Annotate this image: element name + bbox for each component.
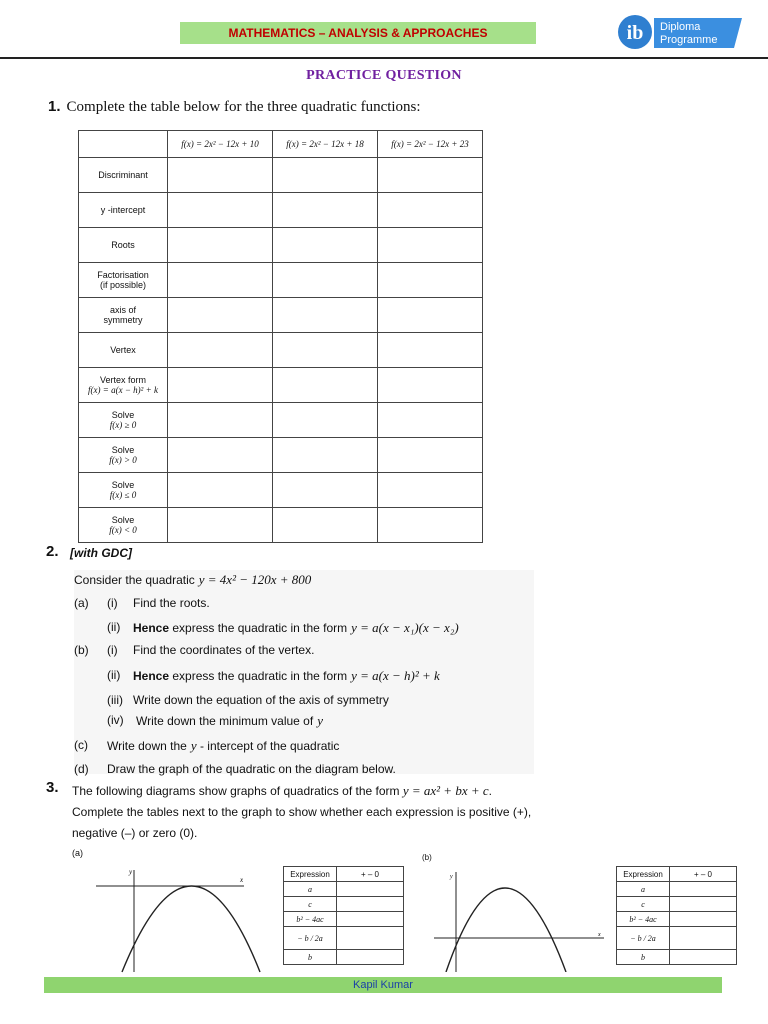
expr-table-b-header-cell: Expression — [617, 867, 670, 882]
q2-c-post: - intercept of the quadratic — [199, 739, 340, 753]
q1-row-label-line2: f(x) > 0 — [109, 455, 137, 465]
q2-b-ii-body — [133, 668, 440, 684]
q3-line2: Complete the tables next to the graph to show whether each expression is positive (+), — [72, 805, 532, 819]
expr-table-a-header-row — [284, 867, 404, 882]
expr-table-b-header-row — [617, 867, 737, 882]
q1-table-row — [79, 263, 483, 298]
q2-b-ii-label: (ii) — [107, 668, 121, 682]
diagram-a-label: (a) — [72, 848, 83, 858]
q1-row-label-line2: (if possible) — [99, 280, 146, 290]
q2-b-i-label: (i) — [107, 643, 118, 657]
q1-answer-cell[interactable] — [378, 403, 483, 438]
expr-table-b-row — [617, 897, 737, 912]
q1-row-label-line1: Discriminant — [98, 170, 148, 180]
q1-answer-cell[interactable] — [378, 438, 483, 473]
footer-author: Kapil Kumar — [44, 977, 722, 993]
q2-d-text: Draw the graph of the quadratic on the diagram below. — [107, 762, 396, 776]
q2-c-label: (c) — [74, 738, 88, 752]
q2-b-iv-text: Write down the minimum value of — [136, 714, 314, 728]
q1-table-row — [79, 473, 483, 508]
q1-answer-cell[interactable] — [273, 298, 378, 333]
graph-a-x-label: x — [240, 876, 244, 884]
logo-line1: Diploma — [660, 21, 701, 33]
q1-answer-cell[interactable] — [378, 263, 483, 298]
q1-row-label-line1: Solve — [111, 480, 135, 490]
q1-row-label-line1: axis of — [109, 305, 136, 315]
expr-table-a-row — [284, 927, 404, 950]
q1-table — [78, 130, 483, 543]
q1-table-row — [79, 508, 483, 543]
q2-b-i-text: Find the coordinates of the vertex. — [133, 643, 315, 657]
expr-table-b-expression: c — [617, 897, 670, 912]
expression-table-b — [616, 866, 737, 965]
q1-row-label-line2: f(x) ≤ 0 — [109, 490, 137, 500]
q1-row-label-line2: f(x) = a(x − h)² + k — [88, 385, 158, 395]
q1-row-label — [79, 263, 168, 298]
q2-intro-math: y = 4x² − 120x + 800 — [198, 572, 312, 587]
expr-table-a-header-cell: + – 0 — [337, 867, 404, 882]
q2-a-label: (a) — [74, 596, 89, 610]
q1-row-label-line1: Factorisation — [97, 270, 149, 280]
expr-table-a-sign-cell[interactable] — [337, 912, 404, 927]
q1-row-label — [79, 508, 168, 543]
q1-col-header: f(x) = 2x² − 12x + 23 — [378, 131, 483, 158]
q2-b-iv-math: y — [317, 713, 323, 728]
q1-answer-cell[interactable] — [273, 368, 378, 403]
graph-a — [92, 862, 262, 974]
q1-row-label-line2: symmetry — [103, 315, 143, 325]
q1-col-header: f(x) = 2x² − 12x + 18 — [273, 131, 378, 158]
q1-answer-cell[interactable] — [168, 298, 273, 333]
diagram-b-label: (b) — [422, 853, 432, 862]
q1-row-label — [79, 368, 168, 403]
q2-c — [74, 738, 340, 753]
q1-table-row — [79, 193, 483, 228]
expr-table-b-sign-cell[interactable] — [670, 927, 737, 950]
q1-answer-cell[interactable] — [168, 193, 273, 228]
q1-col-header: f(x) = 2x² − 12x + 10 — [168, 131, 273, 158]
q2-b-label: (b) — [74, 643, 89, 657]
graph-a-curve — [122, 886, 260, 972]
q1-answer-cell[interactable] — [273, 158, 378, 193]
q1-row-label-line1: Vertex — [110, 345, 136, 355]
q2-c-pre: Write down the — [107, 739, 187, 753]
q1-answer-cell[interactable] — [168, 403, 273, 438]
q2-tag: [with GDC] — [70, 546, 132, 560]
q1-table-row — [79, 158, 483, 193]
q2-a-i — [74, 596, 210, 610]
expr-table-a-expression: c — [284, 897, 337, 912]
q1-row-label — [79, 158, 168, 193]
q2-hence: Hence — [133, 621, 170, 635]
q3-text1: The following diagrams show graphs of quadratics of the form — [72, 784, 400, 798]
q1-answer-cell[interactable] — [378, 508, 483, 543]
header-title: MATHEMATICS – ANALYSIS & APPROACHES — [180, 22, 536, 44]
q1-answer-cell[interactable] — [378, 473, 483, 508]
expr-table-b-row — [617, 927, 737, 950]
q1-answer-cell[interactable] — [378, 158, 483, 193]
expr-table-b-row — [617, 912, 737, 927]
q1-row-label — [79, 438, 168, 473]
q3-math: y = ax² + bx + c — [402, 783, 489, 798]
q1-table-corner — [79, 131, 168, 158]
q2-intro — [74, 572, 311, 588]
q2-a-ii-body — [133, 620, 459, 636]
q1-answer-cell[interactable] — [168, 228, 273, 263]
q1-table-row — [79, 368, 483, 403]
q1-number: 1. — [48, 98, 61, 115]
q1-answer-cell[interactable] — [168, 368, 273, 403]
q1-table-row — [79, 333, 483, 368]
graph-b-y-label: y — [450, 874, 453, 880]
graph-b — [432, 868, 608, 972]
q1-answer-cell[interactable] — [273, 438, 378, 473]
expr-table-a-header-cell: Expression — [284, 867, 337, 882]
logo-line2: Programme — [660, 34, 718, 46]
q1-answer-cell[interactable] — [273, 508, 378, 543]
graph-b-x-label: x — [598, 932, 601, 938]
q1-answer-cell[interactable] — [168, 508, 273, 543]
expr-table-a-expression: b — [284, 950, 337, 965]
q1-row-label-line1: y -intercept — [100, 205, 146, 215]
q1-text: Complete the table below for the three quadratic functions: — [66, 99, 421, 115]
expr-table-a-row — [284, 897, 404, 912]
expr-table-a-row — [284, 882, 404, 897]
q2-a-ii-math: y = a(x − x₁)(x − x₂) — [351, 620, 459, 635]
q2-b-ii-math: y = a(x − h)² + k — [351, 668, 440, 683]
q1-row-label-line2: f(x) < 0 — [109, 525, 137, 535]
expression-table-a — [283, 866, 404, 965]
q2-intro-text: Consider the quadratic — [74, 573, 195, 587]
q2-b-i — [74, 643, 315, 657]
q1-answer-cell[interactable] — [378, 228, 483, 263]
q1-answer-cell[interactable] — [378, 333, 483, 368]
expr-table-b-sign-cell[interactable] — [670, 897, 737, 912]
q2-a-i-text: Find the roots. — [133, 596, 210, 610]
expr-table-b-header-cell: + – 0 — [670, 867, 737, 882]
expr-table-a-expression: a — [284, 882, 337, 897]
q2-number: 2. — [46, 543, 59, 560]
expr-table-b-sign-cell[interactable] — [670, 882, 737, 897]
q1-row-label — [79, 228, 168, 263]
q1-answer-cell[interactable] — [273, 403, 378, 438]
q1-table-row — [79, 403, 483, 438]
q1-row-label-line1: Solve — [111, 410, 135, 420]
q1-row-label-line2: f(x) ≥ 0 — [109, 420, 137, 430]
q1-table-row — [79, 228, 483, 263]
q2-d-label: (d) — [74, 762, 89, 776]
expr-table-a-sign-cell[interactable] — [337, 950, 404, 965]
q1-answer-cell[interactable] — [168, 333, 273, 368]
q2-hence: Hence — [133, 669, 170, 683]
graph-b-curve — [446, 888, 566, 972]
q1-row-label-line1: Vertex form — [99, 375, 146, 385]
q1-answer-cell[interactable] — [168, 473, 273, 508]
q1-answer-cell[interactable] — [378, 298, 483, 333]
q1-row-label-line1: Roots — [111, 240, 135, 250]
expr-table-b-row — [617, 950, 737, 965]
q1-row-label — [79, 298, 168, 333]
q2-d — [74, 762, 396, 776]
expr-table-a-row — [284, 912, 404, 927]
q2-a-ii-label: (ii) — [107, 620, 121, 634]
graph-a-y-label: y — [129, 868, 133, 876]
expr-table-b-expression: a — [617, 882, 670, 897]
q1-answer-cell[interactable] — [378, 368, 483, 403]
q3-line1 — [72, 780, 572, 802]
expr-table-a-sign-cell[interactable] — [337, 882, 404, 897]
q1-row-label — [79, 473, 168, 508]
ib-logo — [616, 12, 744, 52]
q1-row-label-line1: Solve — [111, 515, 135, 525]
expr-table-b-row — [617, 882, 737, 897]
q1-answer-cell[interactable] — [168, 263, 273, 298]
expr-table-a-row — [284, 950, 404, 965]
question-2 — [74, 570, 534, 774]
q1-answer-cell[interactable] — [378, 193, 483, 228]
q2-b-iii-label: (iii) — [107, 693, 123, 707]
expr-table-b-expression: − b / 2a — [617, 927, 670, 950]
q1-answer-cell[interactable] — [273, 193, 378, 228]
expr-table-b-sign-cell[interactable] — [670, 950, 737, 965]
question-1 — [48, 98, 421, 116]
q1-answer-cell[interactable] — [168, 438, 273, 473]
q1-table-row — [79, 438, 483, 473]
q2-b-iv-label: (iv) — [107, 713, 124, 727]
q1-row-label — [79, 403, 168, 438]
expr-table-a-sign-cell[interactable] — [337, 897, 404, 912]
q2-c-body — [107, 738, 339, 754]
page-title: PRACTICE QUESTION — [306, 68, 462, 83]
q2-b-iii-text: Write down the equation of the axis of symmetry — [133, 693, 389, 707]
q1-row-label — [79, 193, 168, 228]
expr-table-a-sign-cell[interactable] — [337, 927, 404, 950]
q1-answer-cell[interactable] — [168, 158, 273, 193]
q1-row-label-line1: Solve — [111, 445, 135, 455]
expr-table-b-sign-cell[interactable] — [670, 912, 737, 927]
q1-row-label — [79, 333, 168, 368]
q1-answer-cell[interactable] — [273, 333, 378, 368]
q3-line3: negative (–) or zero (0). — [72, 826, 198, 840]
expr-table-a-expression: b² − 4ac — [284, 912, 337, 927]
q2-express: express the quadratic in the form — [172, 621, 348, 635]
expr-table-b-expression: b² − 4ac — [617, 912, 670, 927]
q1-answer-cell[interactable] — [273, 228, 378, 263]
q2-express: express the quadratic in the form — [172, 669, 348, 683]
q3-number: 3. — [46, 779, 59, 796]
header-divider — [0, 57, 768, 59]
q2-c-math: y — [190, 738, 197, 753]
expr-table-b-expression: b — [617, 950, 670, 965]
expr-table-a-expression: − b / 2a — [284, 927, 337, 950]
q1-answer-cell[interactable] — [273, 263, 378, 298]
q3-text1-end: . — [488, 784, 492, 798]
q1-table-row — [79, 298, 483, 333]
q1-answer-cell[interactable] — [273, 473, 378, 508]
q2-b-iv-body — [136, 713, 323, 729]
ib-logo-mark: ib — [626, 22, 644, 44]
q2-a-i-label: (i) — [107, 596, 118, 610]
question-3 — [72, 780, 572, 844]
